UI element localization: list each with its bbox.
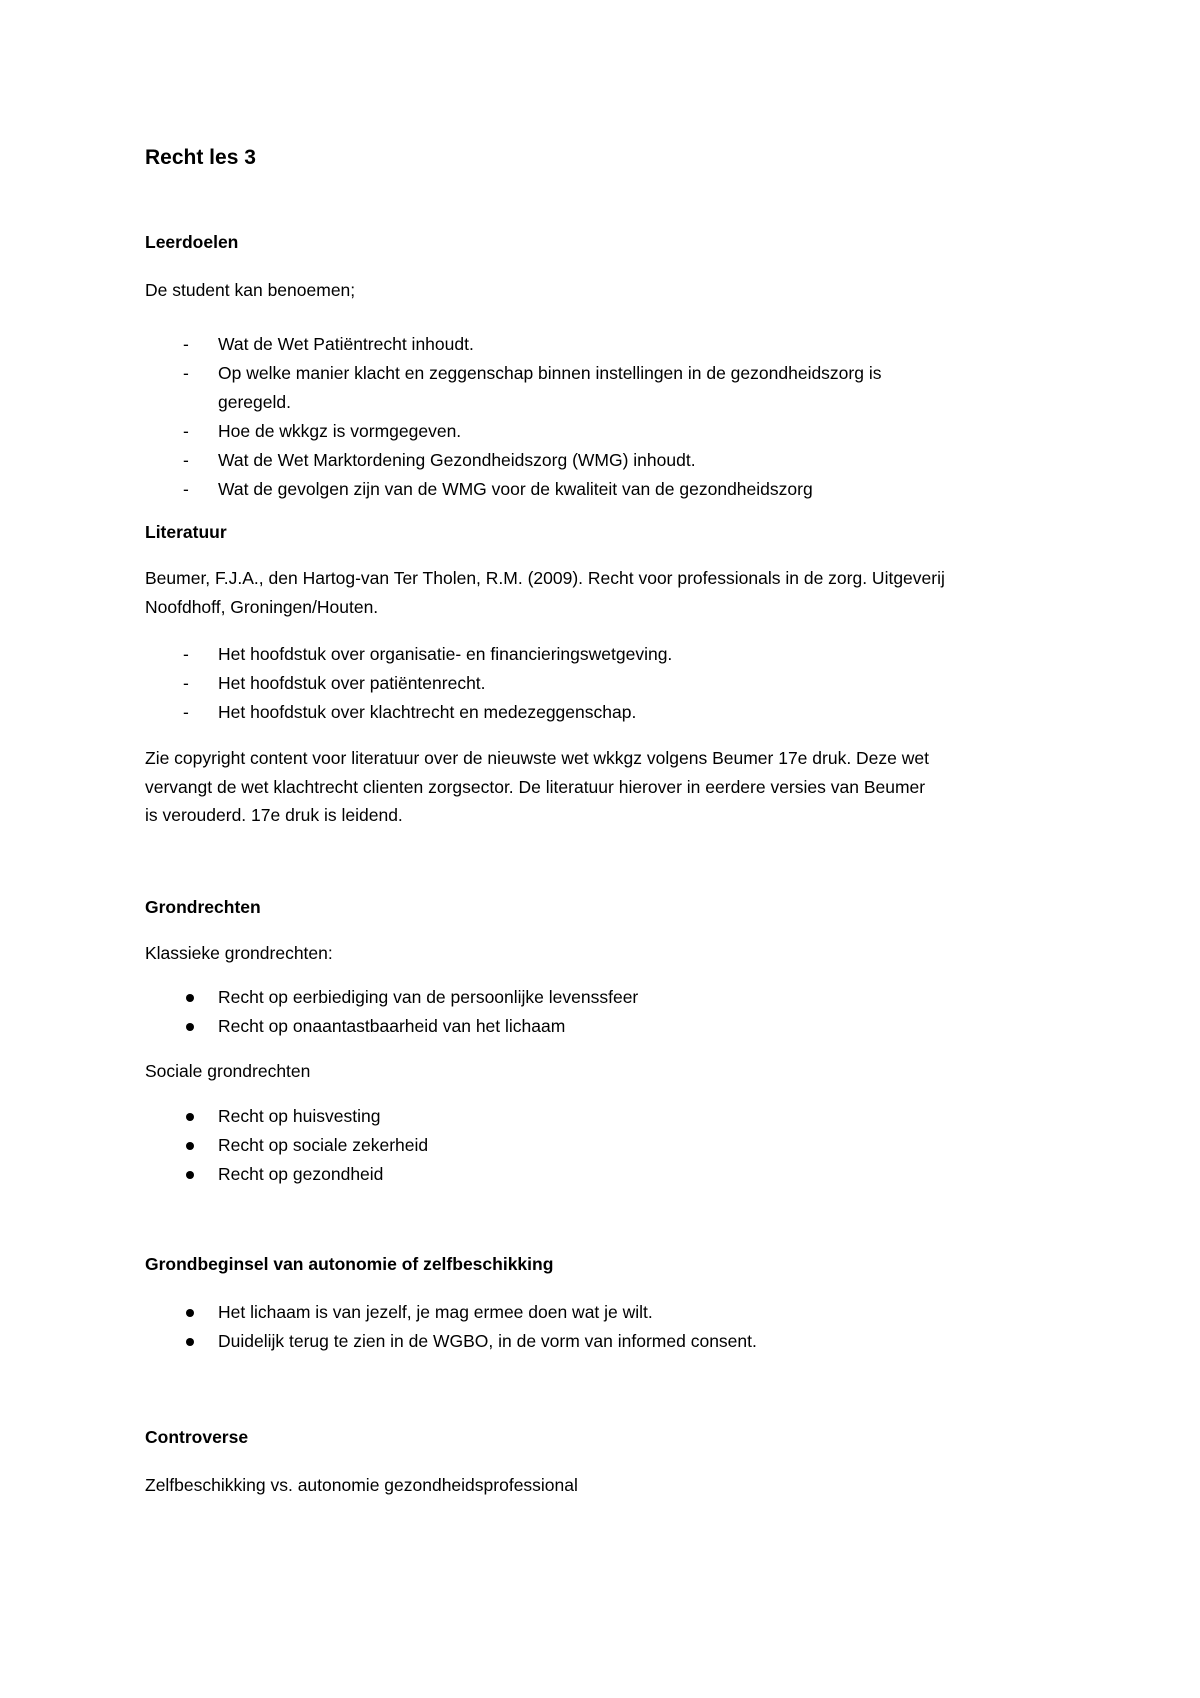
bullet-icon [186, 994, 194, 1002]
list-item [145, 669, 672, 698]
note-line: Zie copyright content voor literatuur over de nieuwste wet wkkgz volgens Beumer 17e druk. Deze wet [145, 748, 929, 768]
heading-literatuur: Literatuur [145, 522, 227, 542]
dash-marker: - [183, 479, 189, 499]
list-item-text: Het lichaam is van jezelf, je mag ermee doen wat je wilt. [218, 1302, 653, 1322]
list-item [145, 1131, 428, 1160]
list-item-text: Hoe de wkkgz is vormgegeven. [218, 421, 462, 441]
bullet-icon [186, 1023, 194, 1031]
literatuur-note [145, 744, 1075, 830]
sociale-label [145, 1057, 1075, 1086]
klassieke-list [145, 983, 638, 1041]
dash-marker: - [183, 673, 189, 693]
list-item [145, 983, 638, 1012]
heading-grondrechten: Grondrechten [145, 897, 261, 917]
list-item-text: Het hoofdstuk over klachtrecht en medezeggenschap. [218, 702, 637, 722]
list-item-text: Op welke manier klacht en zeggenschap binnen instellingen in de gezondheidszorg is [218, 363, 882, 383]
list-item [145, 698, 672, 727]
list-item-text: Recht op gezondheid [218, 1164, 384, 1184]
list-item-text: Recht op onaantastbaarheid van het lichaam [218, 1016, 566, 1036]
list-item-text: Wat de Wet Patiëntrecht inhoudt. [218, 334, 474, 354]
note-line: is verouderd. 17e druk is leidend. [145, 805, 403, 825]
list-item [145, 640, 672, 669]
list-item [145, 1012, 638, 1041]
list-item-text: Wat de gevolgen zijn van de WMG voor de kwaliteit van de gezondheidszorg [218, 479, 813, 499]
list-item [145, 1102, 428, 1131]
bullet-icon [186, 1338, 194, 1346]
dash-marker: - [183, 363, 189, 383]
klassieke-label-text: Klassieke grondrechten: [145, 943, 333, 963]
dash-marker: - [183, 702, 189, 722]
list-item-text: Wat de Wet Marktordening Gezondheidszorg (WMG) inhoudt. [218, 450, 696, 470]
dash-marker: - [183, 421, 189, 441]
list-item [145, 446, 881, 475]
leerdoelen-intro-text: De student kan benoemen; [145, 280, 356, 300]
bullet-icon [186, 1142, 194, 1150]
sociale-label-text: Sociale grondrechten [145, 1061, 311, 1081]
literatuur-reference [145, 564, 1075, 621]
note-line: vervangt de wet klachtrecht clienten zorgsector. De literatuur hierover in eerdere versies van Beumer [145, 776, 926, 797]
list-item [145, 330, 881, 359]
list-item [145, 1298, 757, 1327]
list-item [145, 1327, 757, 1356]
dash-marker: - [183, 644, 189, 664]
literatuur-list [145, 640, 672, 727]
document-title: Recht les 3 [145, 146, 256, 169]
list-item-text: Het hoofdstuk over patiëntenrecht. [218, 673, 486, 693]
list-item-text: Recht op huisvesting [218, 1106, 381, 1126]
list-item [145, 359, 881, 417]
reference-line: Beumer, F.J.A., den Hartog-van Ter Tholen, R.M. (2009). Recht voor professionals in de zorg. Uitgeverij [145, 568, 945, 588]
grondbeginsel-list [145, 1298, 757, 1356]
list-item-text: Recht op eerbiediging van de persoonlijke levenssfeer [218, 987, 639, 1007]
klassieke-label [145, 939, 1075, 968]
heading-leerdoelen: Leerdoelen [145, 232, 239, 252]
bullet-icon [186, 1113, 194, 1121]
list-item [145, 417, 881, 446]
list-item-text: Recht op sociale zekerheid [218, 1135, 429, 1155]
list-item-text: Duidelijk terug te zien in de WGBO, in de vorm van informed consent. [218, 1331, 757, 1351]
bullet-icon [186, 1309, 194, 1317]
bullet-icon [186, 1171, 194, 1179]
leerdoelen-list [145, 330, 881, 504]
dash-marker: - [183, 334, 189, 354]
leerdoelen-intro [145, 276, 1075, 305]
reference-line: Noofdhoff, Groningen/Houten. [145, 596, 379, 617]
list-item-text-continued: geregeld. [218, 392, 291, 412]
controverse-line: Zelfbeschikking vs. autonomie gezondheidsprofessional [145, 1475, 578, 1495]
list-item [145, 1160, 428, 1189]
heading-controverse: Controverse [145, 1427, 249, 1447]
dash-marker: - [183, 450, 189, 470]
list-item [145, 475, 881, 504]
controverse-text [145, 1471, 1075, 1500]
list-item-text: Het hoofdstuk over organisatie- en financieringswetgeving. [218, 644, 673, 664]
heading-grondbeginsel: Grondbeginsel van autonomie of zelfbeschikking [145, 1254, 554, 1274]
sociale-list [145, 1102, 428, 1189]
